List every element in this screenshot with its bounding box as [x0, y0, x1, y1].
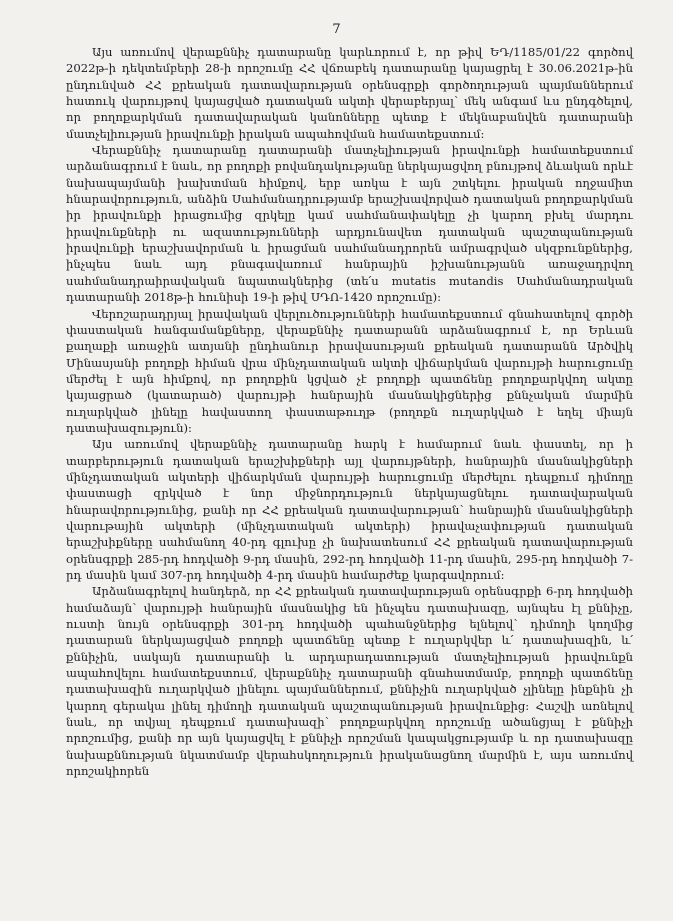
- paragraph-2: Վերաքննիչ դատարանը դատարանի մատչելիության իրավունքի համատեքստում արձանագրում է նաև, որ բողոքի բովանդակությանը ներկայացվող բնույթով ձևական որևէ նախապայմանի խախտման հիմքով, երբ առկա է այն շտկելու իրական ողջամիտ հնարավորություն, անձին Սահմանադրությամբ երաշխավորված դատական բողոքարկման իր իրավունքի իրացումից զրկելը կամ սահմանափակելը չի կարող բխել մարդու իրավունքների ու ազատությունների արդյունավետ դատական պաշտպանության իրավունքի երաշխավորման և իրացման սահմանադրորեն ամրագրված սկզբունքներից, ինչպես նաև այդ բնագավառում հանրային իշխանությանն առաջադրվող սահմանադրաիրավական նպատակներից (տե՛ս mutatis mutandis Սահմանադրական դատարանի 2018թ-ի հունիսի 19-ի թիվ ՍԴՈ-1420 որոշումը):: [66, 143, 633, 305]
- paragraph-1: Այս առումով վերաքննիչ դատարանը կարևորում է, որ թիվ ԵԴ/1185/01/22 գործով 2022թ-ի դեկտեմբերի 28-ի որոշումը ՀՀ վճռաբեկ դատարանը կայացրել է 30.06.2021թ-ին ընդունված ՀՀ քրեական դատավարության օրենսգրքի գործողության պայմաններում հատուկ վարույթով կայացված դատական ակտի վերաբերյալ՝ մեկ անգամ ևս ընդգծելով, որ բողոքարկման դատավարական կանոնները պետք է մեկնաբանվեն դատարանի մատչելիության իրավունքի իրական ապահովման համատեքստում:: [66, 45, 633, 141]
- page-number: 7: [332, 22, 341, 37]
- paragraph-5: Արձանագրելով հանդերձ, որ ՀՀ քրեական դատավարության օրենսգրքի 6-րդ հոդվածի համաձայն՝ վարույթի հանրային մասնակից են ինչպես դատախազը, այնպես էլ քննիչը, ուստի նույն օրենսգրքի 301-րդ հոդվածի պահանջներից ելնելով՝ դիմողի կողմից դատարան ներկայացված բողոքի պատճենը պետք է ուղարկվեր և՛ դատախազին, և՛ քննիչին, սակայն դատարանի և արդարադատության մատչելիության իրավունքն ապահովելու համատեքստում, վերաքննիչ դատարանի գնահատմամբ, բողոքի պատճենը դատախազին ուղարկված լինելու պայմաններում, քննիչին ուղարկված չլինելը ինքնին չի կարող գերակա լինել դիմողի դատական պաշտպանության իրավունքից: Հաշվի առնելով նաև, որ տվյալ դեպքում դատախազի՝ բողոքարկվող որոշումը ածանցյալ է քննիչի որոշումից, քանի որ այն կայացվել է քննիչի որոշման կապակցությամբ և որ դատախազը նախաքննության նկատմամբ վերահսկողություն իրականացնող մարմին է, այս առումով որոշակիորեն: [66, 584, 633, 779]
- paragraph-4: Այս առումով վերաքննիչ դատարանը հարկ է համարում նաև փաստել, որ ի տարբերություն դատական երաշխիքների այլ վարույթների, հանրային մասնակիցների մինչդատական ակտերի վիճարկման վարույթի հարուցումը մերժելու դեպքում դիմողը փաստացի զրկված է նոր միջնորդություն ներկայացնելու դատավարական հնարավորությունից, քանի որ ՀՀ քրեական դատավարության՝ հանրային մասնակիցների վարութային ակտերի (մինչդատական ակտերի) իրավաչափության դատական երաշխիքները սահմանող 40-րդ գլուխը չի նախատեսում ՀՀ քրեական դատավարության օրենսգրքի 285-րդ հոդվածի 9-րդ մասին, 292-րդ հոդվածի 11-րդ մասին, 295-րդ հոդվածի 7-րդ մասին կամ 307-րդ հոդվածի 4-րդ մասին համարժեք կարգավորում:: [66, 437, 633, 582]
- paragraph-3: Վերոշարադրյալ իրավական վերլուծությունների համատեքստում գնահատելով գործի փաստական հանգամանքները, վերաքննիչ դատարանն արձանագրում է, որ Երևան քաղաքի առաջին ատյանի ընդհանուր իրավասության քրեական դատարանն Արծվիկ Մինասյանի բողոքի հիման վրա մինչդատական ակտի վիճարկման վարույթի հարուցումը մերժել է այն հիմքով, որ բողոքին կցված չէ բողոքի պատճենը բողոքարկվող ակտը կայացրած (կատարած) վարույթի հանրային մասնակիցներից քննչական մարմին ուղարկված լինելը հավաստող փաստաթուղթ (բողոքն ուղարկված է եղել միայն դատախազություն):: [66, 306, 633, 435]
